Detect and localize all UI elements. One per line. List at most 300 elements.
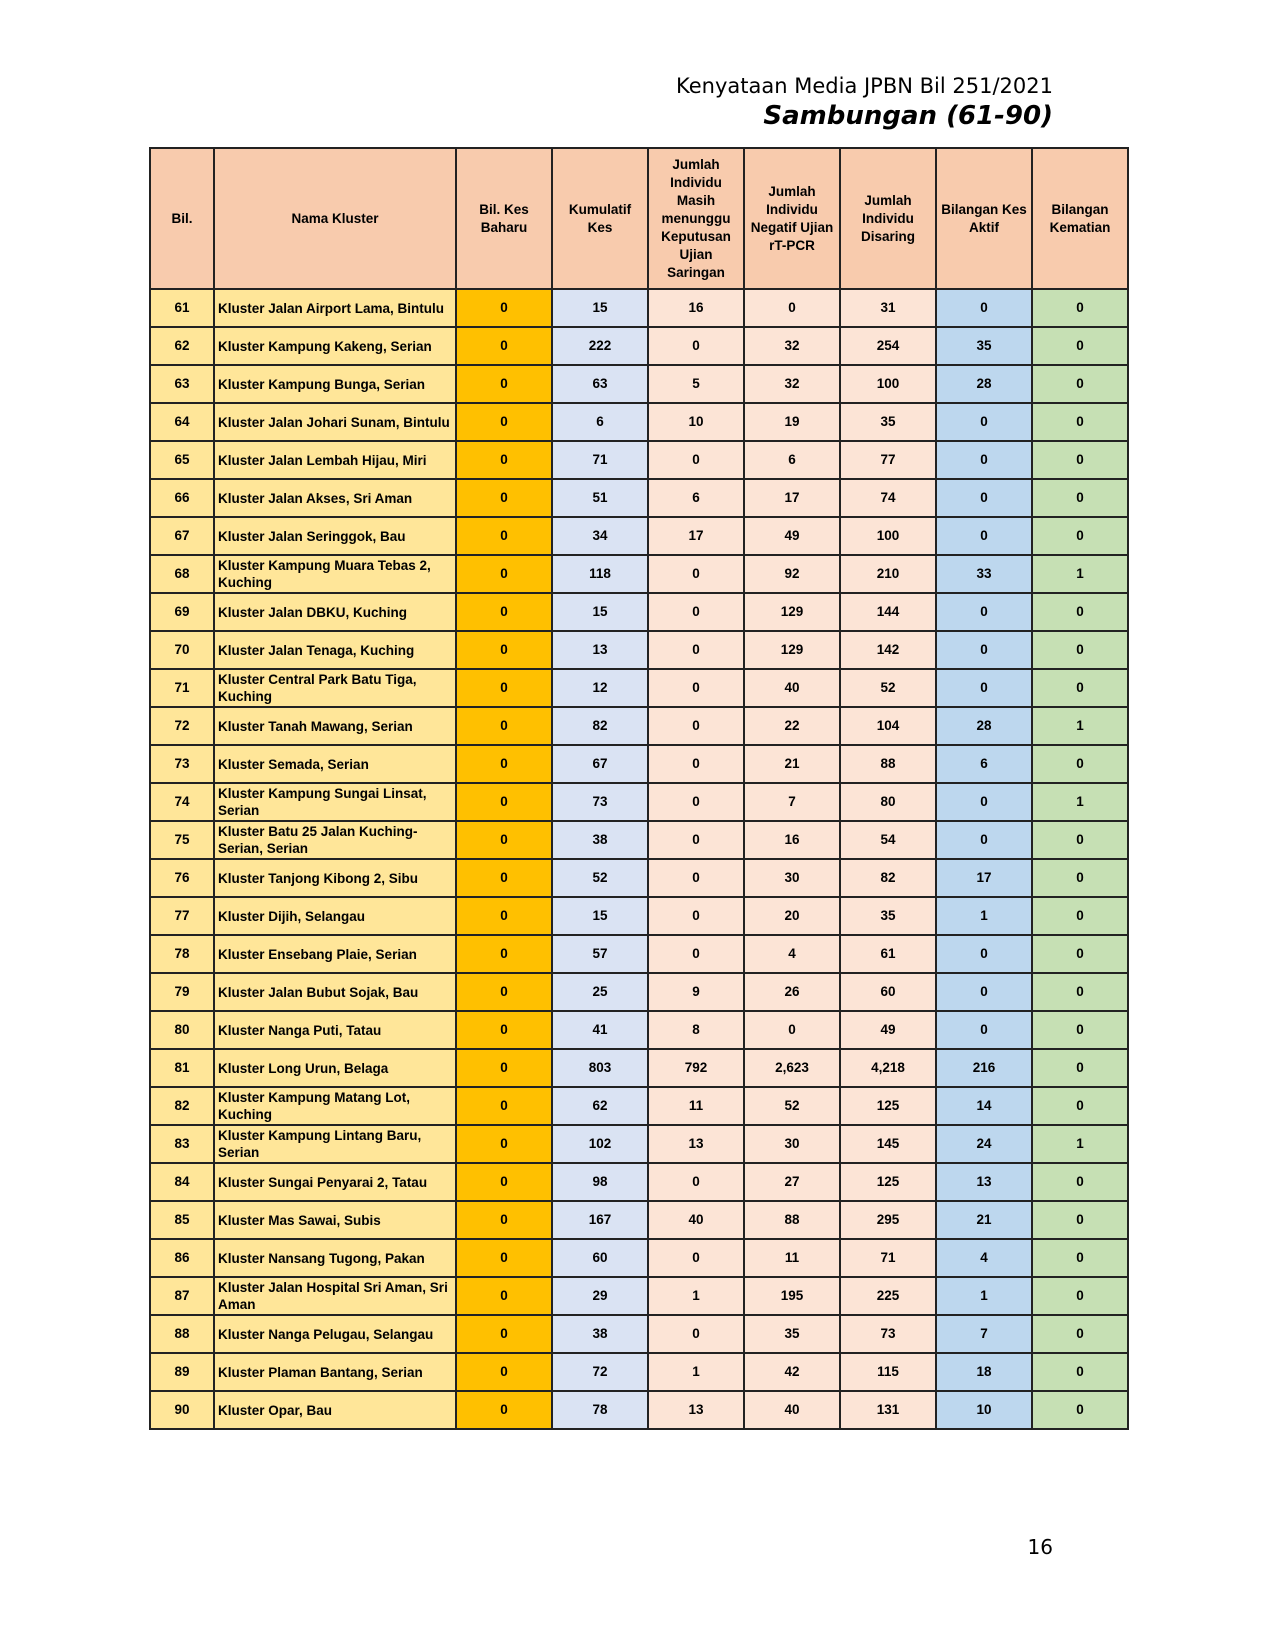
cell-nama: Kluster Opar, Bau [214, 1391, 456, 1429]
cell-baharu: 0 [456, 517, 552, 555]
table-row [150, 1277, 1128, 1315]
cell-menunggu: 0 [648, 935, 744, 973]
cell-aktif: 0 [936, 479, 1032, 517]
column-header-kumulatif: Kumulatif Kes [552, 148, 648, 289]
cell-baharu: 0 [456, 897, 552, 935]
table-row [150, 1011, 1128, 1049]
table-header [150, 148, 1128, 289]
cell-aktif: 0 [936, 441, 1032, 479]
cell-baharu: 0 [456, 403, 552, 441]
cell-negatif: 42 [744, 1353, 840, 1391]
cell-kematian: 0 [1032, 517, 1128, 555]
cell-aktif: 0 [936, 1011, 1032, 1049]
cell-aktif: 0 [936, 783, 1032, 821]
cell-nama: Kluster Jalan Airport Lama, Bintulu [214, 289, 456, 327]
cell-kematian: 0 [1032, 631, 1128, 669]
cell-disaring: 210 [840, 555, 936, 593]
cell-kumulatif: 62 [552, 1087, 648, 1125]
cell-negatif: 40 [744, 669, 840, 707]
cell-menunggu: 11 [648, 1087, 744, 1125]
cell-nama: Kluster Kampung Muara Tebas 2, Kuching [214, 555, 456, 593]
cell-kematian: 0 [1032, 1087, 1128, 1125]
cell-disaring: 4,218 [840, 1049, 936, 1087]
cell-nama: Kluster Long Urun, Belaga [214, 1049, 456, 1087]
cell-aktif: 14 [936, 1087, 1032, 1125]
cell-negatif: 27 [744, 1163, 840, 1201]
cell-nama: Kluster Jalan Bubut Sojak, Bau [214, 973, 456, 1011]
cell-baharu: 0 [456, 745, 552, 783]
table-row [150, 479, 1128, 517]
cell-negatif: 35 [744, 1315, 840, 1353]
cell-kematian: 0 [1032, 935, 1128, 973]
cell-kumulatif: 222 [552, 327, 648, 365]
column-header-bil: Bil. [150, 148, 214, 289]
cell-kematian: 0 [1032, 365, 1128, 403]
cell-menunggu: 13 [648, 1125, 744, 1163]
cell-kumulatif: 13 [552, 631, 648, 669]
cell-baharu: 0 [456, 1087, 552, 1125]
cell-aktif: 1 [936, 897, 1032, 935]
cell-baharu: 0 [456, 935, 552, 973]
cell-kematian: 1 [1032, 555, 1128, 593]
cell-baharu: 0 [456, 365, 552, 403]
cell-nama: Kluster Mas Sawai, Subis [214, 1201, 456, 1239]
cell-aktif: 35 [936, 327, 1032, 365]
cell-menunggu: 9 [648, 973, 744, 1011]
cell-menunggu: 1 [648, 1353, 744, 1391]
table-row [150, 555, 1128, 593]
table-row [150, 631, 1128, 669]
cell-baharu: 0 [456, 593, 552, 631]
cell-aktif: 4 [936, 1239, 1032, 1277]
cell-kumulatif: 6 [552, 403, 648, 441]
cell-menunggu: 0 [648, 669, 744, 707]
cell-bil: 87 [150, 1277, 214, 1315]
cell-baharu: 0 [456, 783, 552, 821]
cell-nama: Kluster Sungai Penyarai 2, Tatau [214, 1163, 456, 1201]
cell-kematian: 0 [1032, 479, 1128, 517]
cell-kematian: 0 [1032, 859, 1128, 897]
cell-nama: Kluster Semada, Serian [214, 745, 456, 783]
cell-kematian: 0 [1032, 441, 1128, 479]
cell-kematian: 0 [1032, 1011, 1128, 1049]
cell-disaring: 71 [840, 1239, 936, 1277]
table-row [150, 593, 1128, 631]
cell-aktif: 216 [936, 1049, 1032, 1087]
cell-bil: 86 [150, 1239, 214, 1277]
cell-aktif: 28 [936, 707, 1032, 745]
cell-kematian: 0 [1032, 1239, 1128, 1277]
cell-baharu: 0 [456, 1277, 552, 1315]
cell-negatif: 129 [744, 631, 840, 669]
header-row [150, 148, 1128, 289]
cell-kematian: 0 [1032, 745, 1128, 783]
cell-negatif: 30 [744, 1125, 840, 1163]
cell-kumulatif: 78 [552, 1391, 648, 1429]
cell-menunggu: 0 [648, 1163, 744, 1201]
cell-baharu: 0 [456, 1201, 552, 1239]
cell-kematian: 0 [1032, 1353, 1128, 1391]
cell-negatif: 20 [744, 897, 840, 935]
column-header-negatif: Jumlah Individu Negatif Ujian rT-PCR [744, 148, 840, 289]
cell-bil: 71 [150, 669, 214, 707]
table-row [150, 935, 1128, 973]
cell-nama: Kluster Tanah Mawang, Serian [214, 707, 456, 745]
cell-menunggu: 10 [648, 403, 744, 441]
cell-menunggu: 0 [648, 897, 744, 935]
table-row [150, 859, 1128, 897]
cell-menunggu: 6 [648, 479, 744, 517]
table-row [150, 669, 1128, 707]
table-row [150, 1125, 1128, 1163]
cell-kumulatif: 52 [552, 859, 648, 897]
cell-bil: 74 [150, 783, 214, 821]
cell-kumulatif: 25 [552, 973, 648, 1011]
cell-menunggu: 0 [648, 821, 744, 859]
column-header-kematian: Bilangan Kematian [1032, 148, 1128, 289]
cell-disaring: 254 [840, 327, 936, 365]
cell-negatif: 21 [744, 745, 840, 783]
cell-nama: Kluster Jalan Tenaga, Kuching [214, 631, 456, 669]
cell-menunggu: 0 [648, 783, 744, 821]
cell-kematian: 0 [1032, 973, 1128, 1011]
cell-baharu: 0 [456, 1315, 552, 1353]
cell-nama: Kluster Jalan Lembah Hijau, Miri [214, 441, 456, 479]
cell-kematian: 0 [1032, 669, 1128, 707]
cell-menunggu: 0 [648, 631, 744, 669]
cell-menunggu: 0 [648, 1315, 744, 1353]
cell-aktif: 10 [936, 1391, 1032, 1429]
table-row [150, 517, 1128, 555]
cell-kumulatif: 51 [552, 479, 648, 517]
cell-baharu: 0 [456, 1239, 552, 1277]
cell-nama: Kluster Kampung Lintang Baru, Serian [214, 1125, 456, 1163]
cell-disaring: 60 [840, 973, 936, 1011]
cell-disaring: 88 [840, 745, 936, 783]
cell-kematian: 1 [1032, 707, 1128, 745]
cell-nama: Kluster Ensebang Plaie, Serian [214, 935, 456, 973]
table-body [150, 289, 1128, 1429]
cell-menunggu: 0 [648, 555, 744, 593]
cell-kumulatif: 73 [552, 783, 648, 821]
cell-bil: 77 [150, 897, 214, 935]
cell-nama: Kluster Kampung Matang Lot, Kuching [214, 1087, 456, 1125]
cell-negatif: 6 [744, 441, 840, 479]
cell-bil: 90 [150, 1391, 214, 1429]
table-row [150, 783, 1128, 821]
cell-negatif: 30 [744, 859, 840, 897]
cell-nama: Kluster Batu 25 Jalan Kuching-Serian, Serian [214, 821, 456, 859]
cell-aktif: 0 [936, 517, 1032, 555]
cell-disaring: 61 [840, 935, 936, 973]
cell-baharu: 0 [456, 289, 552, 327]
cell-nama: Kluster Tanjong Kibong 2, Sibu [214, 859, 456, 897]
cell-kumulatif: 82 [552, 707, 648, 745]
cell-kumulatif: 167 [552, 1201, 648, 1239]
cell-kumulatif: 57 [552, 935, 648, 973]
cell-menunggu: 0 [648, 441, 744, 479]
cell-kematian: 1 [1032, 1125, 1128, 1163]
cell-negatif: 88 [744, 1201, 840, 1239]
cell-disaring: 73 [840, 1315, 936, 1353]
cell-bil: 68 [150, 555, 214, 593]
cell-menunggu: 0 [648, 859, 744, 897]
column-header-baharu: Bil. Kes Baharu [456, 148, 552, 289]
cell-disaring: 104 [840, 707, 936, 745]
cell-menunggu: 792 [648, 1049, 744, 1087]
cell-menunggu: 13 [648, 1391, 744, 1429]
cell-negatif: 26 [744, 973, 840, 1011]
table-row [150, 1239, 1128, 1277]
cell-aktif: 0 [936, 821, 1032, 859]
cell-nama: Kluster Dijih, Selangau [214, 897, 456, 935]
cell-baharu: 0 [456, 1163, 552, 1201]
cell-kematian: 0 [1032, 403, 1128, 441]
cell-baharu: 0 [456, 631, 552, 669]
cell-negatif: 17 [744, 479, 840, 517]
cell-menunggu: 16 [648, 289, 744, 327]
cell-negatif: 52 [744, 1087, 840, 1125]
cell-kematian: 0 [1032, 821, 1128, 859]
cell-bil: 79 [150, 973, 214, 1011]
cell-nama: Kluster Jalan Seringgok, Bau [214, 517, 456, 555]
table-row [150, 327, 1128, 365]
cell-bil: 63 [150, 365, 214, 403]
cell-menunggu: 0 [648, 1239, 744, 1277]
cell-kumulatif: 38 [552, 1315, 648, 1353]
cell-kumulatif: 102 [552, 1125, 648, 1163]
cluster-table [149, 147, 1129, 1430]
cell-kumulatif: 72 [552, 1353, 648, 1391]
table-row [150, 1391, 1128, 1429]
cell-aktif: 18 [936, 1353, 1032, 1391]
cell-baharu: 0 [456, 1125, 552, 1163]
cell-baharu: 0 [456, 669, 552, 707]
document-header: Kenyataan Media JPBN Bil 251/2021 [676, 74, 1053, 98]
cell-menunggu: 5 [648, 365, 744, 403]
cell-nama: Kluster Central Park Batu Tiga, Kuching [214, 669, 456, 707]
cell-kematian: 0 [1032, 1049, 1128, 1087]
cell-nama: Kluster Kampung Kakeng, Serian [214, 327, 456, 365]
cell-kumulatif: 34 [552, 517, 648, 555]
table-row [150, 1315, 1128, 1353]
cell-kumulatif: 67 [552, 745, 648, 783]
cell-nama: Kluster Kampung Sungai Linsat, Serian [214, 783, 456, 821]
cell-kumulatif: 98 [552, 1163, 648, 1201]
cell-menunggu: 1 [648, 1277, 744, 1315]
cell-baharu: 0 [456, 1049, 552, 1087]
cell-baharu: 0 [456, 707, 552, 745]
cell-kematian: 0 [1032, 1315, 1128, 1353]
cell-aktif: 7 [936, 1315, 1032, 1353]
cell-disaring: 100 [840, 517, 936, 555]
cell-disaring: 144 [840, 593, 936, 631]
cell-bil: 66 [150, 479, 214, 517]
cell-bil: 73 [150, 745, 214, 783]
table-row [150, 1201, 1128, 1239]
cell-nama: Kluster Nanga Puti, Tatau [214, 1011, 456, 1049]
cell-bil: 82 [150, 1087, 214, 1125]
cell-negatif: 11 [744, 1239, 840, 1277]
cell-kumulatif: 12 [552, 669, 648, 707]
cell-disaring: 125 [840, 1087, 936, 1125]
cell-bil: 81 [150, 1049, 214, 1087]
column-header-nama: Nama Kluster [214, 148, 456, 289]
cell-menunggu: 0 [648, 707, 744, 745]
cell-bil: 70 [150, 631, 214, 669]
cell-kematian: 0 [1032, 1391, 1128, 1429]
cell-baharu: 0 [456, 1353, 552, 1391]
table-row [150, 1163, 1128, 1201]
cell-negatif: 0 [744, 1011, 840, 1049]
cell-negatif: 195 [744, 1277, 840, 1315]
table-row [150, 365, 1128, 403]
cell-baharu: 0 [456, 859, 552, 897]
cell-baharu: 0 [456, 441, 552, 479]
table-row [150, 289, 1128, 327]
cell-nama: Kluster Jalan Johari Sunam, Bintulu [214, 403, 456, 441]
cell-aktif: 0 [936, 403, 1032, 441]
table-row [150, 441, 1128, 479]
cell-kumulatif: 29 [552, 1277, 648, 1315]
page-number: 16 [1027, 1535, 1053, 1559]
cell-disaring: 100 [840, 365, 936, 403]
cell-kematian: 0 [1032, 1277, 1128, 1315]
cell-disaring: 52 [840, 669, 936, 707]
cell-negatif: 16 [744, 821, 840, 859]
cell-bil: 89 [150, 1353, 214, 1391]
cell-negatif: 32 [744, 327, 840, 365]
cell-negatif: 2,623 [744, 1049, 840, 1087]
cell-negatif: 4 [744, 935, 840, 973]
table-row [150, 1049, 1128, 1087]
cell-kumulatif: 60 [552, 1239, 648, 1277]
cell-bil: 80 [150, 1011, 214, 1049]
cell-kumulatif: 63 [552, 365, 648, 403]
cell-menunggu: 0 [648, 327, 744, 365]
cell-bil: 61 [150, 289, 214, 327]
cell-nama: Kluster Plaman Bantang, Serian [214, 1353, 456, 1391]
cell-nama: Kluster Jalan Akses, Sri Aman [214, 479, 456, 517]
cell-menunggu: 40 [648, 1201, 744, 1239]
cell-aktif: 0 [936, 593, 1032, 631]
cell-disaring: 35 [840, 403, 936, 441]
cell-baharu: 0 [456, 1391, 552, 1429]
cell-baharu: 0 [456, 555, 552, 593]
cell-kematian: 0 [1032, 289, 1128, 327]
cell-kematian: 0 [1032, 593, 1128, 631]
cell-negatif: 49 [744, 517, 840, 555]
cell-bil: 85 [150, 1201, 214, 1239]
cell-kumulatif: 71 [552, 441, 648, 479]
cell-bil: 65 [150, 441, 214, 479]
cell-kumulatif: 803 [552, 1049, 648, 1087]
cell-disaring: 295 [840, 1201, 936, 1239]
cell-nama: Kluster Jalan Hospital Sri Aman, Sri Aman [214, 1277, 456, 1315]
cell-negatif: 32 [744, 365, 840, 403]
cell-bil: 84 [150, 1163, 214, 1201]
cell-kematian: 1 [1032, 783, 1128, 821]
cell-aktif: 0 [936, 631, 1032, 669]
cell-negatif: 19 [744, 403, 840, 441]
cell-bil: 69 [150, 593, 214, 631]
cell-disaring: 115 [840, 1353, 936, 1391]
cell-negatif: 7 [744, 783, 840, 821]
cell-disaring: 35 [840, 897, 936, 935]
column-header-disaring: Jumlah Individu Disaring [840, 148, 936, 289]
cell-aktif: 1 [936, 1277, 1032, 1315]
column-header-menunggu: Jumlah Individu Masih menunggu Keputusan Ujian Saringan [648, 148, 744, 289]
table-row [150, 403, 1128, 441]
cell-bil: 88 [150, 1315, 214, 1353]
cell-menunggu: 8 [648, 1011, 744, 1049]
cell-disaring: 49 [840, 1011, 936, 1049]
cell-negatif: 40 [744, 1391, 840, 1429]
cell-aktif: 6 [936, 745, 1032, 783]
cell-disaring: 54 [840, 821, 936, 859]
table-row [150, 897, 1128, 935]
column-header-aktif: Bilangan Kes Aktif [936, 148, 1032, 289]
cell-nama: Kluster Kampung Bunga, Serian [214, 365, 456, 403]
cell-menunggu: 0 [648, 593, 744, 631]
cell-aktif: 24 [936, 1125, 1032, 1163]
cell-baharu: 0 [456, 1011, 552, 1049]
table-row [150, 973, 1128, 1011]
cell-bil: 83 [150, 1125, 214, 1163]
cell-disaring: 77 [840, 441, 936, 479]
cell-aktif: 13 [936, 1163, 1032, 1201]
cell-aktif: 0 [936, 935, 1032, 973]
cell-kumulatif: 41 [552, 1011, 648, 1049]
cell-kematian: 0 [1032, 897, 1128, 935]
cell-nama: Kluster Nanga Pelugau, Selangau [214, 1315, 456, 1353]
cell-disaring: 142 [840, 631, 936, 669]
cell-kumulatif: 118 [552, 555, 648, 593]
cell-kematian: 0 [1032, 327, 1128, 365]
cell-aktif: 0 [936, 973, 1032, 1011]
cell-disaring: 31 [840, 289, 936, 327]
cell-aktif: 33 [936, 555, 1032, 593]
cell-bil: 64 [150, 403, 214, 441]
cell-disaring: 82 [840, 859, 936, 897]
cell-baharu: 0 [456, 973, 552, 1011]
table-row [150, 1353, 1128, 1391]
cell-aktif: 28 [936, 365, 1032, 403]
cell-aktif: 0 [936, 669, 1032, 707]
cell-disaring: 74 [840, 479, 936, 517]
table-row [150, 707, 1128, 745]
cell-aktif: 0 [936, 289, 1032, 327]
cell-negatif: 92 [744, 555, 840, 593]
cell-baharu: 0 [456, 821, 552, 859]
cell-bil: 67 [150, 517, 214, 555]
cell-negatif: 22 [744, 707, 840, 745]
cell-nama: Kluster Nansang Tugong, Pakan [214, 1239, 456, 1277]
cell-disaring: 145 [840, 1125, 936, 1163]
cell-disaring: 125 [840, 1163, 936, 1201]
cell-bil: 75 [150, 821, 214, 859]
cell-bil: 78 [150, 935, 214, 973]
cell-baharu: 0 [456, 479, 552, 517]
cell-menunggu: 0 [648, 745, 744, 783]
cell-negatif: 129 [744, 593, 840, 631]
cell-kumulatif: 15 [552, 289, 648, 327]
table-row [150, 745, 1128, 783]
cell-kumulatif: 15 [552, 897, 648, 935]
cell-bil: 76 [150, 859, 214, 897]
cell-baharu: 0 [456, 327, 552, 365]
cell-kumulatif: 15 [552, 593, 648, 631]
